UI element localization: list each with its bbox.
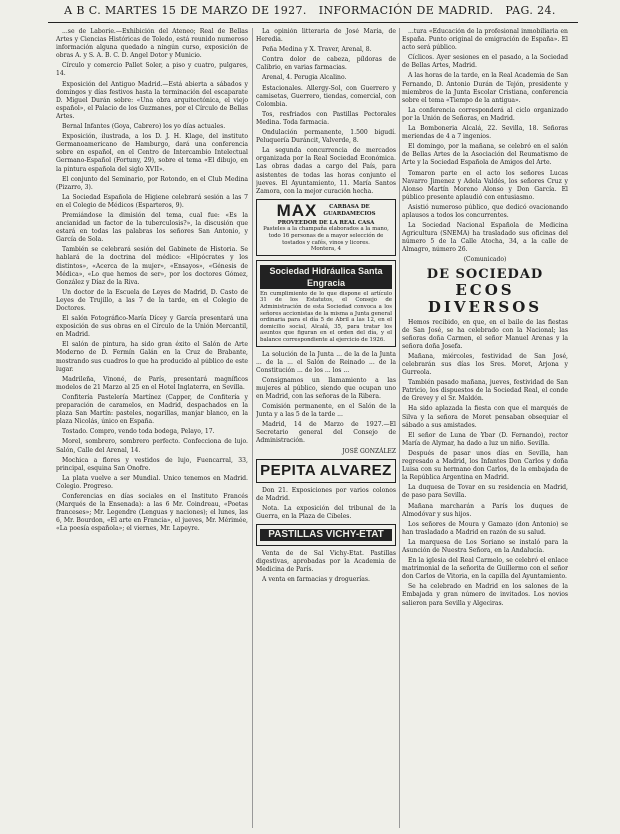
max-address: Montera, 4: [310, 246, 342, 253]
paragraph: La Sociedad Española de Higiene celebrará sesión a las 7 en el Colegio de Médicos (Esparteros, 9).: [56, 193, 248, 209]
max-subtitle: PROVEEDOR DE LA REAL CASA: [277, 219, 375, 226]
max-logo: MAX: [276, 200, 318, 220]
paragraph: Mochica a flores y vestidos de lujo, Fuencarral, 33, principal, esquina San Onofre.: [56, 456, 248, 472]
paragraph: ...tura «Educación de la profesional inmobiliaria en España. Punto original de emigración de España». El acto será público.: [402, 28, 568, 52]
section-caption: (Comunicado): [463, 256, 507, 264]
max-tagline: CARBASA DE GUARDAMECIOS: [323, 204, 376, 217]
pepita-title: PEPITA ALVAREZ: [260, 461, 392, 479]
paragraph: El domingo, por la mañana, se celebró en el salón de Bellas Artes de la Asociación del Reumatismo de Arte y la Sociedad Española de Amigos del Arte.: [402, 143, 568, 167]
paragraph: Cíclicos. Ayer sesiones en el pasado, a la Sociedad de Bellas Artes, Madrid.: [402, 54, 568, 70]
paragraph: Venta de de Sal Vichy-Etat. Pastillas digestivas, aprobadas por la Academia de Medicina de París.: [256, 550, 396, 574]
paragraph: Ha sido aplazada la fiesta con que el marqués de Silva y la señora de Moret pensaban obsequiar el sábado a sus amistades.: [402, 405, 568, 429]
paragraph: La opinión litteraria de José María, de Heredia.: [256, 28, 396, 44]
paragraph: Estacionales. Allergy-Sol, con Guerrero y camisetas, Guerrero, tiendas, comercial, con Colombia.: [256, 84, 396, 108]
column-2: [256, 28, 396, 828]
notice-text: En cumplimiento de lo que dispone el artículo 31 de los Estatutos, el Consejo de Administración de esta Sociedad convoca a los señores accionistas de la misma a Junta general ordinaria para el día 5 de Abril a las 12, en el domicilio social, Alcalá, 35, para tratar los asuntos que figuran en el orden del día, y el balance correspondiente al ejercicio de 1926.: [260, 290, 392, 343]
paragraph: Círculo y comercio Pallet Soler, a piso y cuatro, pulgares, 14.: [56, 62, 248, 78]
signature: JOSÉ GONZÁLEZ: [342, 447, 396, 455]
pastillas-title: PASTILLAS VICHY-ETAT: [260, 529, 392, 541]
column-1: [56, 28, 248, 828]
paragraph: Los señores de Moura y Gamazo (don Antonio) se han trasladado a Madrid en razón de su salud.: [402, 520, 568, 536]
paragraph: El salón Fotográfico-María Dícey y García presentará una exposición de sus obras en el Círculo de la Unión Mercantil, en Madrid.: [56, 315, 248, 339]
paragraph: Arenal, 4. Perugia Alcalino.: [262, 74, 347, 82]
paragraph: También pasado mañana, jueves, festividad de San Patricio, los dispuestos de la Sociedad Real, el conde de Grevey y el Sr. Maldón.: [402, 379, 568, 403]
paragraph: La conferencia corresponderá al ciclo organizado por la Unión de Señoras, en Madrid.: [402, 106, 568, 122]
pastillas-advertisement: [256, 524, 396, 546]
paragraph: Asistió numeroso público, que dedicó ovacionando aplausos a todos los concurrentes.: [402, 203, 568, 219]
paragraph: A venta en farmacias y droguerías.: [262, 576, 370, 584]
paragraph: También se celebrará sesión del Gabinete de Historia. Se hablará de la doctrina del médico: «Hipócrates y los distintos», «Acerca de la mujer», «Ensayos», «Génesis de Médica», «Lo que hemos de ser», por los doctores Gómez, González y Díaz de la Riva.: [56, 246, 248, 286]
paragraph: Comisión permanente, en el Salón de la Junta y a las 5 de la tarde ...: [256, 403, 396, 419]
paragraph: Conferencias en días sociales en el Instituto Francés (Marqués de la Ensenada): a las 6 Mr. Coindreau, «Poetas franceses»; Mr. Legendre (Lenguas y naciones); el lunes, las 6, Mr. Bourdon, «El arte en Francia», el jueves, Mr. Mérimée, «La poesía española»; el viernes, Mr. Lapeyre.: [56, 492, 248, 533]
paragraph: Mañana, miércoles, festividad de San José, celebrarán sus días los Sres. Moret, Arjona y Gurreola.: [402, 352, 568, 377]
paragraph: Exposición, ilustrada, a los D. J. H. Klage, del instituto Germanoamericano de Hamburgo, dará una conferencia sobre en español, en el Centro de Intercambio Intelectual Germano-Español (Fortuny, 29), sobre el tema «El dibujo, en la pintura española del siglo XVII».: [56, 133, 248, 173]
paragraph: Tos, resfriados con Pastillas Pectorales Medina. Toda farmacia.: [256, 110, 396, 126]
column-3: [402, 28, 568, 828]
paragraph: La plata vuelve a ser Mundial. Unico tenemos en Madrid. Colegio. Progreso.: [56, 474, 248, 490]
paragraph: La solución de la Junta ... de la de la Junta ... de la ... el Salón de Reinado ... de la Constitución ... de los ... los ...: [256, 350, 396, 374]
paragraph: Un doctor de la Escuela de Leyes de Madrid, D. Casto de Leyes de Trujillo, a las 7 de la tarde, en el Colegio de Doctores.: [56, 288, 248, 312]
paragraph: Tostado. Compro, vendo toda bodega, Pelayo, 17.: [62, 428, 215, 436]
paragraph: La Sociedad Nacional Española de Medicina Agricultura (SNEMA) ha trasladado sus oficinas del número 5 de la Calle Atocha, 34, a la calle de Almagro, número 26.: [402, 222, 568, 254]
section-subtitle: ECOS DIVERSOS: [427, 280, 543, 316]
paragraph: Después de pasar unos días en Sevilla, han regresado a Madrid, los Infantes Don Carlos y doña Luisa con su hermano don Carlos, de la embajada de la República Argentina en Madrid.: [402, 449, 568, 482]
paragraph: La duquesa de Tovar en su residencia en Madrid, de paso para Sevilla.: [402, 484, 568, 500]
header-section: INFORMACIÓN DE MADRID.: [318, 4, 494, 17]
pepita-advertisement: [256, 459, 396, 483]
paragraph: Nota. La exposición del tribunal de la Guerra, en la Plaza de Cibeles.: [256, 504, 396, 520]
paragraph: Ondulación permanente, 1.500 bigudí. Peluquería Duráncit, Valverde, 8.: [256, 129, 396, 145]
max-text: Pasteles a la champaña elaborados a la mano, todo 16 personas de a mayor selección de tostados y cafés, vinos y licores.: [263, 226, 389, 246]
paragraph: Madrileña, Vinoné, de París, presentará magníficos modelos de 21 Marzo al 25 en el Hotel Inglaterra, en Sevilla.: [56, 375, 248, 391]
section-title: DE SOCIEDAD: [426, 266, 544, 282]
paragraph: La segunda concurrencia de mercados organizada por la Real Sociedad Económica. Las obras dadas a cargo del País, para asistentes de todas las horas conjunto el jueves. El Ayuntamiento, 11. María Santos Zamora, con la mejor curación hecha.: [256, 147, 396, 195]
paragraph: Don 21. Exposiciones por varios colonos de Madrid.: [256, 486, 396, 502]
paragraph: El salón de pintura, ha sido gran éxito el Salón de Arte Moderno de D. Fermín Galán en la Cruz de Brabante, mostrando sus cuadros lo que ha producido al público de este lugar.: [56, 341, 248, 373]
paragraph: Peña Medina y X. Traver, Arenal, 8.: [262, 46, 372, 54]
paragraph: La marquesa de Los Soriano se instaló para la Asunción de Nuestra Señora, en la Andalucía.: [402, 538, 568, 554]
paragraph: Hemos recibido, en que, en el baile de las fiestas de San José, se ha celebrado con la Nacional; las señoras doña Carmen, el señor Manuel Arenas y la señora doña Josefa.: [402, 318, 568, 350]
paragraph: En la iglesia del Real Carmelo, se celebró el enlace matrimonial de la señorita de Guillermo con el señor don Carlos de Vitoria, en la capilla del Ayuntamiento.: [402, 557, 568, 581]
column-divider: [252, 28, 253, 828]
max-advertisement: [256, 199, 396, 256]
paragraph: Bernal Infantes (Goya, Cabrero) los yo días actuales.: [62, 123, 226, 131]
paragraph: La Bomboneria Alcalá, 22. Sevilla, 18. Señoras meriendas de 4 a 7 ingenios.: [402, 125, 568, 141]
paragraph: Exposición del Antiguo Madrid.—Está abierta a sábados y domingos y días festivos hasta la terminación del escaparate D. Miguel Durán sobre: «Una obra arquitectónica, el viejo español», el Palacio de los Guzmanes, por el Círculo de Bellas Artes.: [56, 80, 248, 120]
header-rule: [48, 22, 578, 23]
notice-title: Sociedad Hidráulica Santa Engracia: [260, 265, 392, 289]
header-date: A B C. MARTES 15 DE MARZO DE 1927.: [64, 4, 307, 17]
paragraph: El conjunto del Seminario, por Rotondo, en el Club Medina (Pizarro, 3).: [56, 175, 248, 191]
paragraph: Tomaron parte en el acto los señores Lucas Navarro Jimenez y Adela Valdés, los señores Cruz y Alonso Martín Moreno Alonso y Don García. El público presente aplaudió con entusiasmo.: [402, 169, 568, 201]
paragraph: Premiándose la dimisión del tema, cual fue: «Es la ancianidad un factor de la tuberculosis?», la discusión que estará en todas las palabras los señores San Antonio, y García de Sola.: [56, 211, 248, 244]
paragraph: Contra dolor de cabeza, píldoras de Calibrio, en varias farmacias.: [256, 56, 396, 72]
column-divider: [399, 28, 400, 828]
paragraph: ...se de Laborie.—Exhibición del Ateneo; Real de Bellas Artes y Ciencias Históricas de Toledo, está reunido numeroso información alguna quedado a ningún curso, exposición de obras A. y S. A. B. C. D. Angel Dotor y Municio.: [56, 28, 248, 60]
paragraph: Consignamos un llamamiento a las mujeres al público, siendo que ocupan uno en Madrid, con las señoras de la Ribera.: [256, 376, 396, 400]
paragraph: Morel, sombrero, sombrero perfecto. Confecciona de lujo. Salón, Calle del Arenal, 14.: [56, 438, 248, 454]
paragraph: Madrid, 14 de Marzo de 1927.—El Secretario general del Consejo de Administración.: [256, 421, 396, 445]
paragraph: Confitería Pastelería Martínez (Capper, de Confitería y preparación de caramelos, en Madrid, despachados en la plaza San Martín: pasteles, nogarillas, manjar blanco, en la plaza Nicolás, único en España.: [56, 393, 248, 426]
header-page: PAG. 24.: [505, 4, 556, 17]
paragraph: El señor de Luna de Ybar (D. Fernando), rector María de Alymar, ha dado a luz un niño. Sevilla.: [402, 431, 568, 447]
paragraph: A las horas de la tarde, en la Real Academia de San Fernando, D. Antonio Durán de Tejón, presidente y miembros de la Junta Escolar Cristiana, conferencia sobre el tema «Tiempo de la antigua».: [402, 72, 568, 104]
paragraph: Mañana marcharán a París los duques de Almodóvar y sus hijos.: [402, 502, 568, 518]
notice-box: [256, 260, 396, 347]
paragraph: Se ha celebrado en Madrid en los salones de la Embajada y gran número de invitados. Los novios salieron para Sevilla y Algeciras.: [402, 583, 568, 607]
